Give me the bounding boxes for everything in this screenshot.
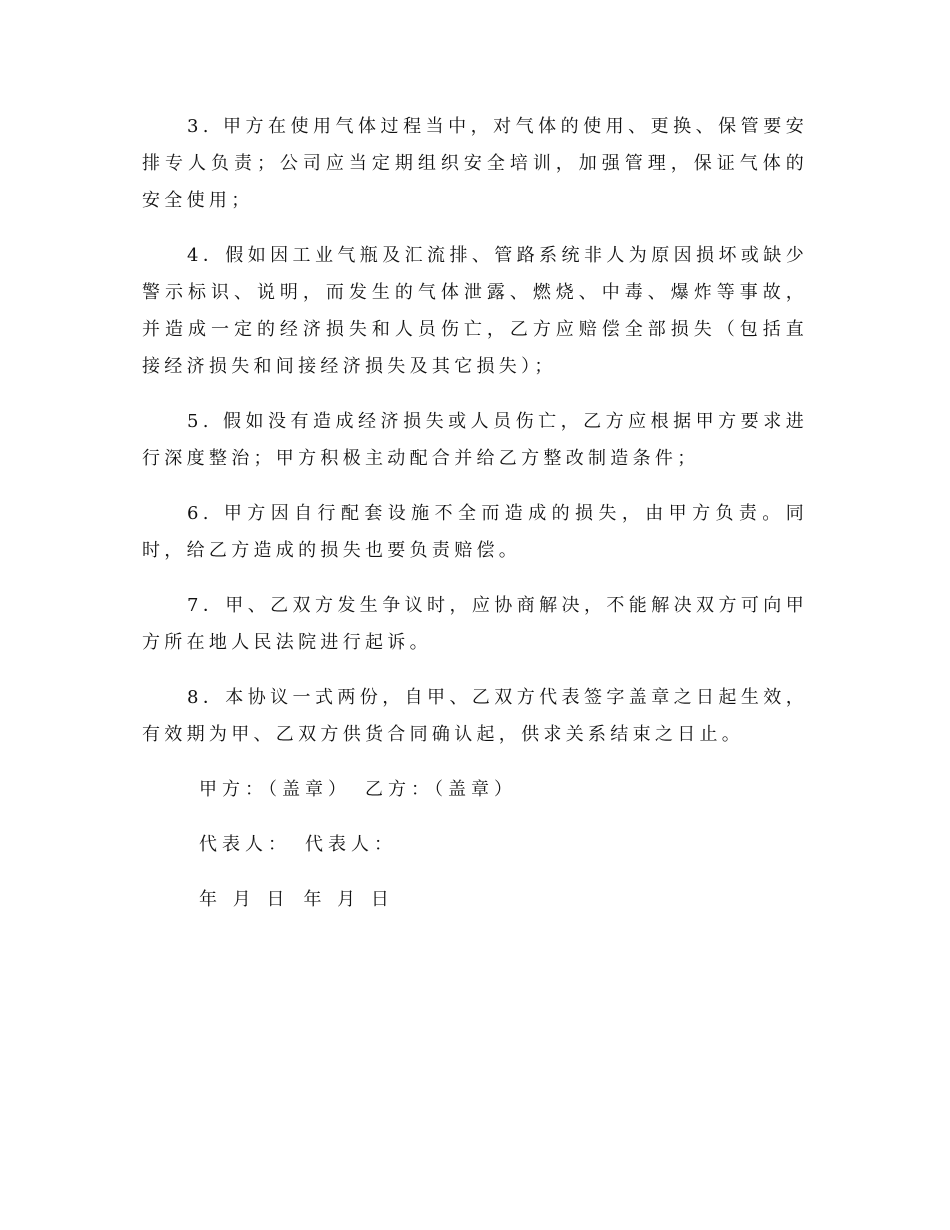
party-b-date: 年 月 日 (303, 889, 394, 910)
date-line (199, 881, 808, 918)
party-a-representative: 代表人： (199, 834, 291, 855)
clause-3: 3. 甲方在使用气体过程当中，对气体的使用、更换、保管要安排专人负责；公司应当定期组织安全培训，加强管理，保证气体的安全使用； (142, 116, 808, 211)
party-a-seal: 甲方：（盖章） (199, 779, 351, 800)
party-b-seal: 乙方：（盖章） (365, 779, 517, 800)
seal-line (199, 771, 808, 808)
party-b-representative: 代表人： (305, 834, 397, 855)
clause-6: 6. 甲方因自行配套设施不全而造成的损失，由甲方负责。同时，给乙方造成的损失也要负责赔偿。 (142, 503, 808, 561)
party-a-date: 年 月 日 (199, 889, 290, 910)
representative-line (199, 826, 808, 863)
clause-4: 4．假如因工业气瓶及汇流排、管路系统非人为原因损坏或缺少警示标识、说明，而发生的气体泄露、燃烧、中毒、爆炸等事故，并造成一定的经济损失和人员伤亡，乙方应赔偿全部损失（包括直接经济损失和间接经济损失及其它损失）； (142, 245, 808, 377)
clause-7: 7．甲、乙双方发生争议时，应协商解决，不能解决双方可向甲方所在地人民法院进行起诉。 (142, 595, 808, 653)
clause-8: 8．本协议一式两份，自甲、乙双方代表签字盖章之日起生效，有效期为甲、乙双方供货合同确认起，供求关系结束之日止。 (142, 687, 808, 745)
clause-5: 5. 假如没有造成经济损失或人员伤亡，乙方应根据甲方要求进行深度整治；甲方积极主动配合并给乙方整改制造条件； (142, 411, 808, 469)
agreement-body (142, 108, 808, 936)
